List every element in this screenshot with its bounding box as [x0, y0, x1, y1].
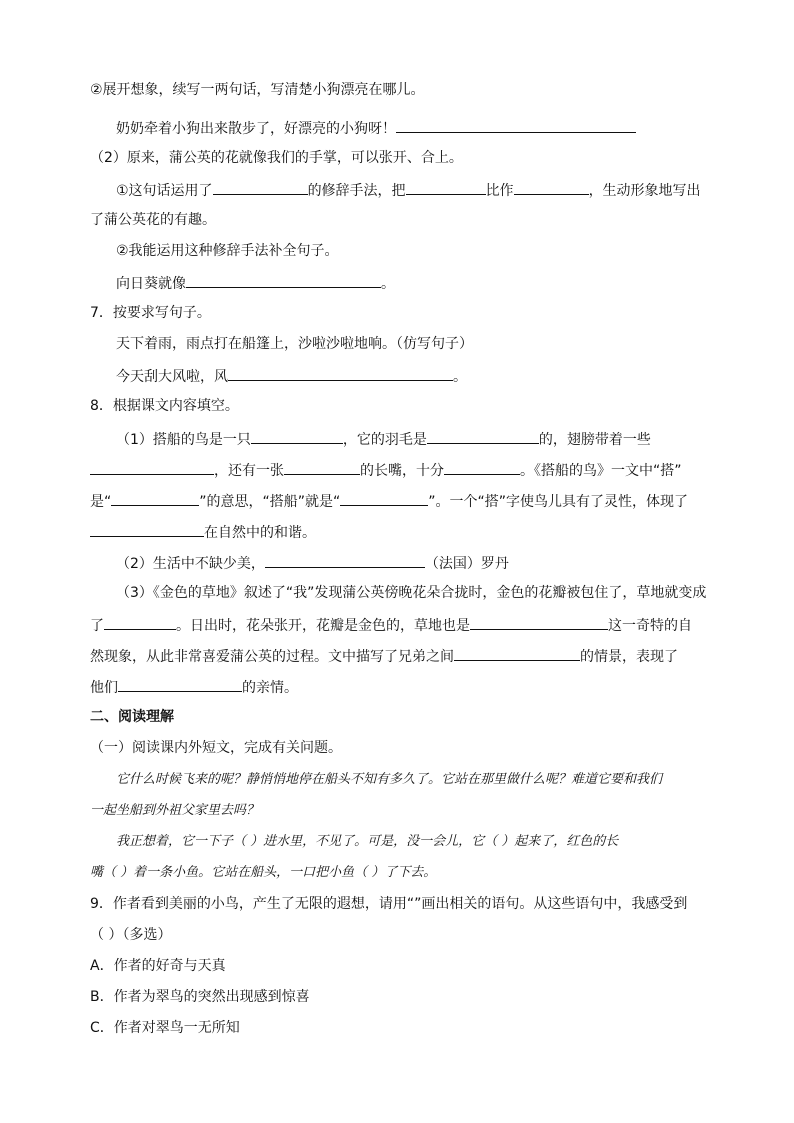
question-title: 8．根据课文内容填空。 [90, 398, 239, 414]
question-text: 他们 的亲情。 [90, 676, 794, 698]
answer-blank[interactable] [111, 490, 199, 506]
answer-blank[interactable] [340, 490, 428, 506]
question-text: 天下着雨，雨点打在船篷上，沙啦沙啦地响。（仿写句子） [116, 336, 473, 352]
question-text: 奶奶牵着小狗出来散步了，好漂亮的小狗呀！ [116, 117, 794, 139]
question-text: ②展开想象，续写一两句话，写清楚小狗漂亮在哪儿。 [90, 82, 425, 98]
answer-blank[interactable] [104, 614, 176, 630]
question-text: ①这句话运用了 的修辞手法，把 比作 ，生动形象地写出 [116, 179, 794, 201]
answer-blank[interactable] [186, 272, 381, 288]
question-text: （1）搭船的鸟是一只 ，它的羽毛是 的，翅膀带着一些 [116, 428, 794, 450]
question-text: 了 。日出时，花朵张开，花瓣是金色的，草地也是 这一奇特的自 [90, 614, 794, 636]
answer-blank[interactable] [396, 117, 636, 133]
answer-blank[interactable] [90, 459, 214, 475]
answer-blank[interactable] [284, 459, 360, 475]
question-text: 然现象，从此非常喜爱蒲公英的过程。文中描写了兄弟之间 的情景，表现了 [90, 645, 794, 667]
option-a[interactable]: A．作者的好奇与天真 [90, 958, 226, 974]
question-text: 了蒲公英花的有趣。 [90, 212, 216, 228]
answer-blank[interactable] [118, 676, 242, 692]
question-text: （2）原来，蒲公英的花就像我们的手掌，可以张开、合上。 [90, 150, 463, 166]
answer-blank[interactable] [228, 365, 453, 381]
answer-blank[interactable] [427, 428, 539, 444]
passage-text: 我正想着，它一下子（ ）进水里，不见了。可是，没一会儿，它（ ）起来了，红色的长 [116, 834, 619, 849]
question-text: （ ）（多选） [90, 927, 172, 943]
option-b[interactable]: B．作者为翠鸟的突然出现感到惊喜 [90, 989, 310, 1005]
section-subtitle: （一）阅读课内外短文，完成有关问题。 [90, 740, 342, 756]
question-text: （2）生活中不缺少美， （法国）罗丹 [116, 552, 794, 574]
question-text: 今天刮大风啦，风 。 [116, 365, 794, 387]
answer-blank[interactable] [90, 521, 204, 537]
answer-blank[interactable] [406, 179, 486, 195]
question-text: ，还有一张 的长嘴，十分 。《搭船的鸟》一文中“搭” [90, 459, 794, 481]
question-text: 9．作者看到美丽的小鸟，产生了无限的遐想，请用“”画出相关的语句。从这些语句中，我感受到 [90, 896, 688, 912]
answer-blank[interactable] [251, 428, 343, 444]
section-title: 二、阅读理解 [90, 709, 174, 725]
answer-blank[interactable] [213, 179, 308, 195]
question-text: 是“ ”的意思，“搭船”就是“ ”。一个“搭”字使鸟儿具有了灵性，体现了 [90, 490, 794, 512]
question-text: （3）《金色的草地》叙述了“我”发现蒲公英傍晚花朵合拢时，金色的花瓣被包住了，草地就变成 [116, 585, 707, 601]
passage-text: 嘴（ ）着一条小鱼。它站在船头，一口把小鱼（ ）了下去。 [90, 865, 437, 880]
passage-text: 它什么时候飞来的呢？静悄悄地停在船头不知有多久了。它站在那里做什么呢？难道它要和我们 [116, 772, 663, 787]
passage-text: 一起坐船到外祖父家里去吗？ [90, 803, 260, 818]
question-title: 7．按要求写句子。 [90, 305, 211, 321]
answer-blank[interactable] [470, 614, 608, 630]
option-c[interactable]: C．作者对翠鸟一无所知 [90, 1020, 240, 1036]
question-text: 向日葵就像 。 [116, 272, 794, 294]
answer-blank[interactable] [454, 645, 580, 661]
question-text: ②我能运用这种修辞手法补全句子。 [116, 243, 339, 259]
answer-blank[interactable] [444, 459, 520, 475]
answer-blank[interactable] [514, 179, 589, 195]
answer-blank[interactable] [265, 552, 425, 568]
question-text: 在自然中的和谐。 [90, 521, 794, 543]
